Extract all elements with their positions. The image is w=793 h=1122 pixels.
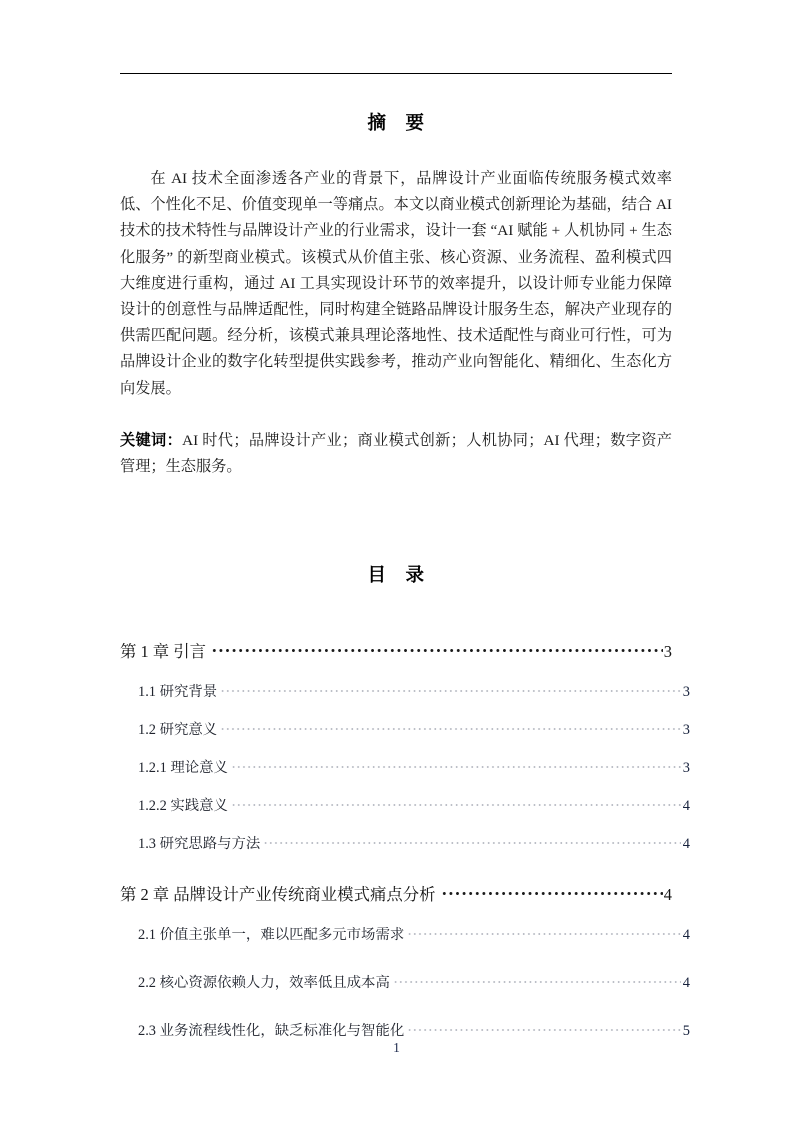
toc-entry-page: 3 [682, 760, 690, 777]
keywords-label: 关键词： [120, 431, 183, 449]
header-divider-rule [120, 73, 672, 74]
toc-heading: 目 录 [367, 566, 425, 587]
toc-entry-2-3[interactable] [120, 1019, 724, 1040]
toc-entry-page: 4 [663, 885, 672, 905]
toc-leader-dots [220, 720, 681, 734]
toc-leader-dots [231, 796, 681, 810]
toc-leader-dots [441, 884, 663, 900]
toc-leader-dots [407, 1021, 681, 1035]
toc-heading-wrapper [120, 480, 672, 588]
toc-entry-1-3[interactable] [120, 832, 724, 853]
toc-entry-1-1[interactable] [120, 680, 724, 701]
toc-leader-dots [220, 682, 681, 696]
toc-entry-2-1[interactable] [120, 923, 724, 944]
toc-entry-label: 1.2 研究意义 [138, 722, 218, 739]
table-of-contents [120, 588, 690, 1040]
abstract-body-paragraph: 在 AI 技术全面渗透各产业的背景下，品牌设计产业面临传统服务模式效率低、个性化不足、价值变现单一等痛点。本文以商业模式创新理论为基础，结合 AI 技术的技术特性与品牌设计产业的行业需求，设计一套 “AI 赋能 + 人机协同 + 生态化服务” 的新型商业模式。该模式从价值主张、核心资源、业务流程、盈利模式四大维度进行重构，通过 AI 工具实现设计环节的效率提升，以设计师专业能力保障设计的创意性与品牌适配性，同时构建全链路品牌设计服务生态，解决产业现存的供需匹配问题。经分析，该模式兼具理论落地性、技术适配性与商业可行性，可为品牌设计企业的数字化转型提供实践参考，推动产业向智能化、精细化、生态化方向发展。 [120, 170, 672, 397]
page-content [120, 104, 690, 1067]
toc-entry-page: 5 [682, 1023, 690, 1040]
toc-entry-chapter-2[interactable] [120, 881, 672, 905]
toc-entry-label: 第 1 章 引言 [120, 642, 207, 662]
toc-entry-label: 第 2 章 品牌设计产业传统商业模式痛点分析 [120, 885, 436, 905]
toc-entry-1-2-1[interactable] [120, 756, 724, 777]
toc-entry-1-2-2[interactable] [120, 794, 724, 815]
toc-entry-2-2[interactable] [120, 971, 724, 992]
toc-entry-page: 3 [682, 722, 690, 739]
toc-entry-page: 4 [682, 927, 690, 944]
toc-entry-label: 2.2 核心资源依赖人力，效率低且成本高 [138, 975, 390, 992]
toc-entry-label: 2.1 价值主张单一，难以匹配多元市场需求 [138, 927, 405, 944]
toc-entry-label: 1.2.1 理论意义 [138, 760, 228, 777]
toc-entry-chapter-1[interactable] [120, 638, 672, 662]
toc-entry-1-2[interactable] [120, 718, 724, 739]
abstract-heading: 摘 要 [367, 114, 425, 134]
toc-leader-dots [393, 973, 681, 987]
keywords-value: AI 时代；品牌设计产业；商业模式创新；人机协同；AI 代理；数字资产管理；生态服务。 [120, 431, 672, 476]
toc-entry-page: 3 [663, 642, 672, 662]
toc-entry-page: 4 [682, 798, 690, 815]
toc-leader-dots [263, 834, 680, 848]
toc-leader-dots [231, 758, 681, 772]
keywords-line [120, 402, 672, 480]
toc-entry-label: 2.3 业务流程线性化，缺乏标准化与智能化 [138, 1023, 405, 1040]
toc-entry-page: 3 [682, 684, 690, 701]
toc-leader-dots [211, 641, 663, 657]
toc-entry-page: 4 [682, 975, 690, 992]
footer-page-number: 1 [393, 1040, 400, 1055]
toc-entry-label: 1.2.2 实践意义 [138, 798, 228, 815]
toc-entry-label: 1.3 研究思路与方法 [138, 836, 261, 853]
toc-entry-page: 4 [682, 836, 690, 853]
toc-leader-dots [407, 925, 681, 939]
toc-entry-label: 1.1 研究背景 [138, 684, 218, 701]
